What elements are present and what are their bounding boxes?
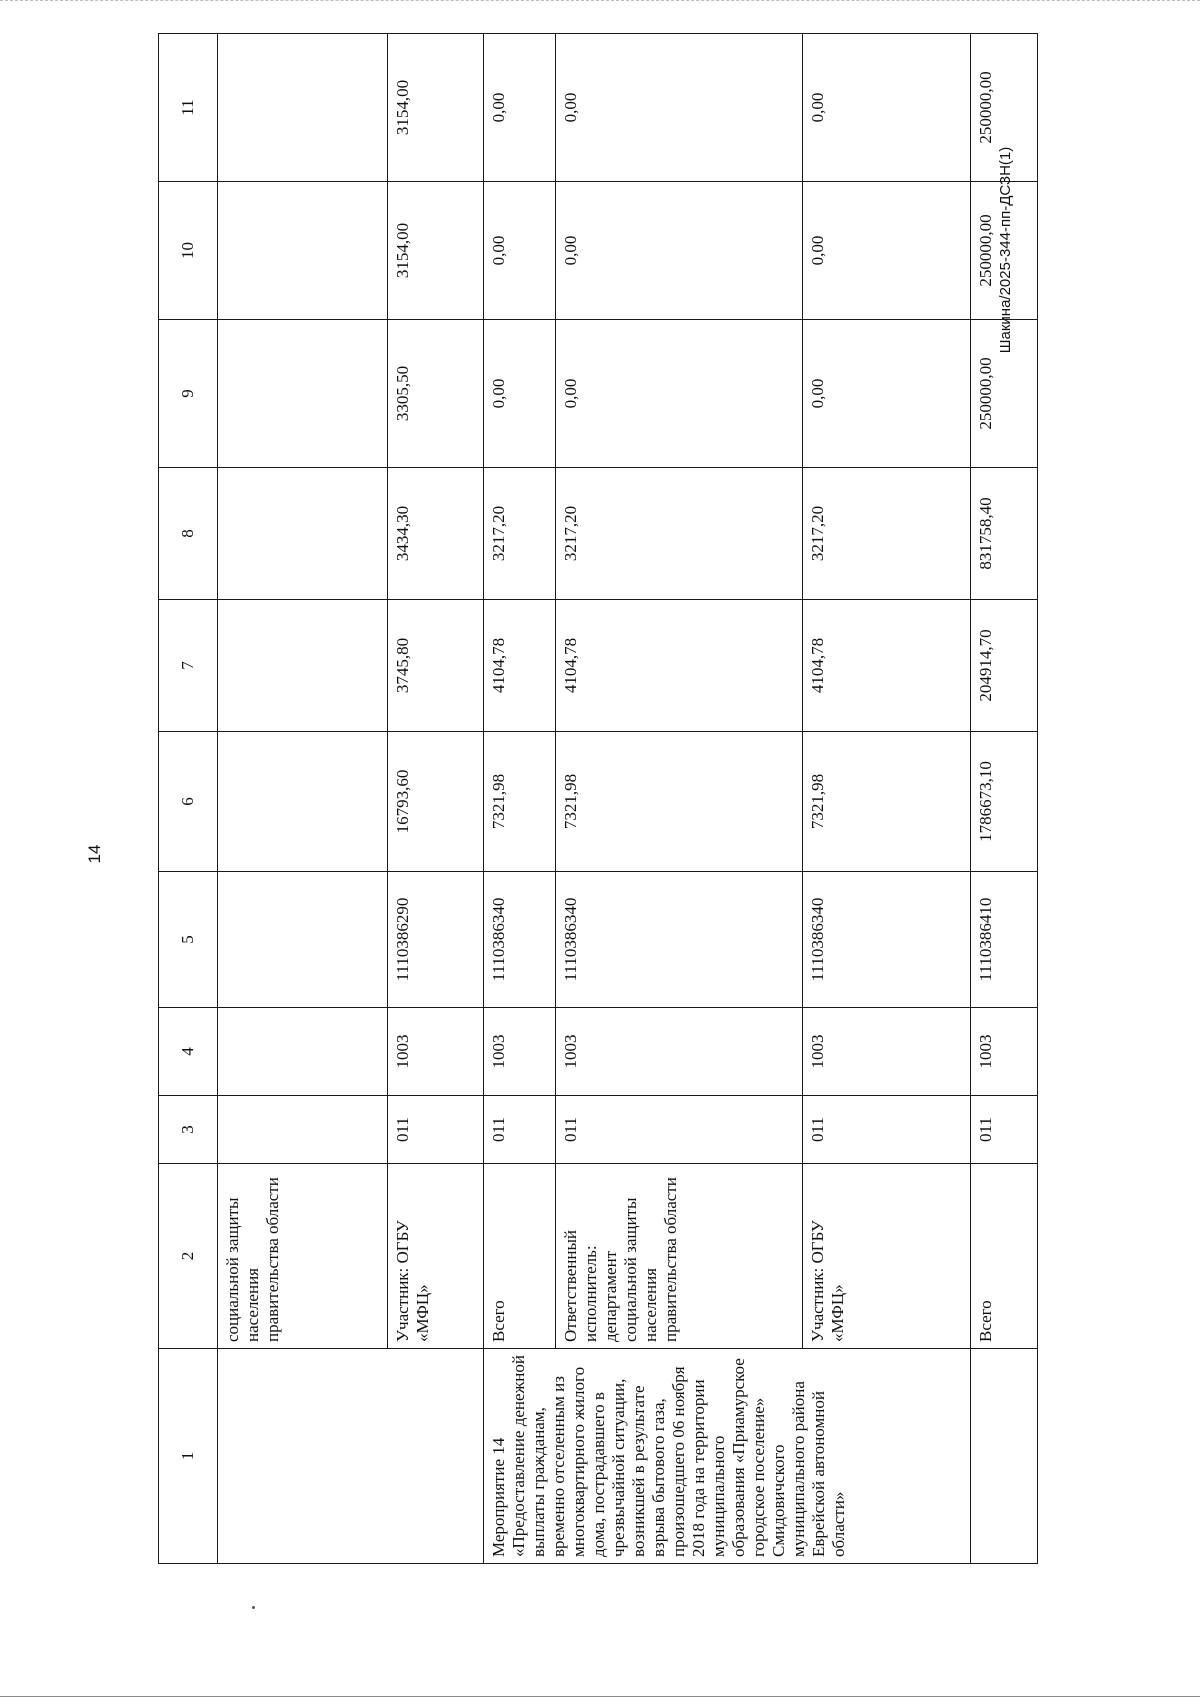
cell-activity-14: Мероприятие 14 «Предоставление денежной выплаты гражданам, временно отселенным из многоквартирного жилого дома, пострадавшего в чрезвычайной ситуации, возникшей в результате взрыва бытового газа, произошедшего 06 ноября 2018 года на территории муниципального образования «Приамурское городское поселение» Смидовичского муниципального района Еврейской автономной области» bbox=[483, 1349, 970, 1564]
scan-bottom-edge bbox=[0, 1696, 1200, 1697]
scan-speck bbox=[252, 1606, 255, 1609]
col-header: 4 bbox=[159, 1008, 218, 1096]
cell-grbs: 011 bbox=[483, 1096, 555, 1164]
cell-executor: социальной защиты населения правительства области bbox=[218, 1164, 387, 1349]
cell-year: 204914,70 bbox=[970, 600, 1037, 732]
col-header: 1 bbox=[159, 1349, 218, 1564]
col-header: 9 bbox=[159, 320, 218, 468]
col-header: 3 bbox=[159, 1096, 218, 1164]
cell-year: 3217,20 bbox=[483, 468, 555, 600]
cell-executor: Всего bbox=[483, 1164, 555, 1349]
table-container bbox=[158, 34, 1038, 1564]
cell-year: 3745,80 bbox=[387, 600, 483, 732]
cell-rzpr: 1003 bbox=[483, 1008, 555, 1096]
cell-activity bbox=[970, 1349, 1037, 1564]
cell-year: 3217,20 bbox=[555, 468, 802, 600]
cell-executor: Участник: ОГБУ «МФЦ» bbox=[387, 1164, 483, 1349]
col-header: 7 bbox=[159, 600, 218, 732]
cell-year: 250000,00 bbox=[970, 320, 1037, 468]
document-reference: Шакина/2025-344-пп-ДСЗН(1) bbox=[997, 146, 1014, 354]
table-row bbox=[483, 34, 555, 1564]
cell-executor: Участник: ОГБУ «МФЦ» bbox=[802, 1164, 970, 1349]
col-header: 11 bbox=[159, 34, 218, 182]
cell-grbs: 011 bbox=[387, 1096, 483, 1164]
cell-year: 0,00 bbox=[802, 182, 970, 320]
cell-csr bbox=[218, 872, 387, 1008]
cell-csr: 1110386340 bbox=[483, 872, 555, 1008]
cell-executor: Всего bbox=[970, 1164, 1037, 1349]
cell-total: 16793,60 bbox=[387, 732, 483, 872]
cell-grbs bbox=[218, 1096, 387, 1164]
cell-year: 3154,00 bbox=[387, 182, 483, 320]
cell-year: 0,00 bbox=[555, 320, 802, 468]
cell-year: 3305,50 bbox=[387, 320, 483, 468]
cell-year: 4104,78 bbox=[483, 600, 555, 732]
cell-year bbox=[218, 34, 387, 182]
col-header: 10 bbox=[159, 182, 218, 320]
cell-year: 0,00 bbox=[802, 320, 970, 468]
rotated-table-area bbox=[158, 34, 1038, 1564]
cell-csr: 1110386340 bbox=[802, 872, 970, 1008]
cell-year bbox=[218, 468, 387, 600]
cell-executor: Ответственный исполнитель: департамент социальной защиты населения правительства области bbox=[555, 1164, 802, 1349]
table-header-row bbox=[159, 34, 218, 1564]
cell-year: 4104,78 bbox=[802, 600, 970, 732]
budget-table bbox=[158, 33, 1038, 1564]
cell-total bbox=[218, 732, 387, 872]
cell-total: 7321,98 bbox=[802, 732, 970, 872]
col-header: 8 bbox=[159, 468, 218, 600]
cell-year: 250000,00 bbox=[970, 182, 1037, 320]
cell-csr: 1110386290 bbox=[387, 872, 483, 1008]
cell-year: 3434,30 bbox=[387, 468, 483, 600]
cell-year: 0,00 bbox=[802, 34, 970, 182]
cell-year: 0,00 bbox=[483, 34, 555, 182]
table-row bbox=[387, 34, 483, 1564]
col-header: 5 bbox=[159, 872, 218, 1008]
cell-rzpr: 1003 bbox=[555, 1008, 802, 1096]
col-header: 2 bbox=[159, 1164, 218, 1349]
cell-grbs: 011 bbox=[555, 1096, 802, 1164]
page-number: 14 bbox=[85, 844, 104, 864]
cell-year: 0,00 bbox=[555, 182, 802, 320]
cell-rzpr: 1003 bbox=[970, 1008, 1037, 1096]
cell-year: 831758,40 bbox=[970, 468, 1037, 600]
cell-rzpr: 1003 bbox=[387, 1008, 483, 1096]
cell-year bbox=[218, 600, 387, 732]
cell-year: 0,00 bbox=[555, 34, 802, 182]
cell-total: 7321,98 bbox=[555, 732, 802, 872]
cell-rzpr: 1003 bbox=[802, 1008, 970, 1096]
cell-year bbox=[218, 182, 387, 320]
table-row bbox=[218, 34, 387, 1564]
cell-csr: 1110386340 bbox=[555, 872, 802, 1008]
table-row bbox=[802, 34, 970, 1564]
cell-year: 0,00 bbox=[483, 320, 555, 468]
cell-grbs: 011 bbox=[802, 1096, 970, 1164]
cell-total: 7321,98 bbox=[483, 732, 555, 872]
cell-year bbox=[218, 320, 387, 468]
col-header: 6 bbox=[159, 732, 218, 872]
table-row bbox=[555, 34, 802, 1564]
cell-activity bbox=[218, 1349, 483, 1564]
cell-total: 1786673,10 bbox=[970, 732, 1037, 872]
cell-grbs: 011 bbox=[970, 1096, 1037, 1164]
cell-year: 250000,00 bbox=[970, 34, 1037, 182]
cell-csr: 1110386410 bbox=[970, 872, 1037, 1008]
cell-rzpr bbox=[218, 1008, 387, 1096]
cell-year: 3217,20 bbox=[802, 468, 970, 600]
cell-year: 3154,00 bbox=[387, 34, 483, 182]
scan-top-edge bbox=[0, 0, 1200, 5]
cell-year: 4104,78 bbox=[555, 600, 802, 732]
cell-year: 0,00 bbox=[483, 182, 555, 320]
